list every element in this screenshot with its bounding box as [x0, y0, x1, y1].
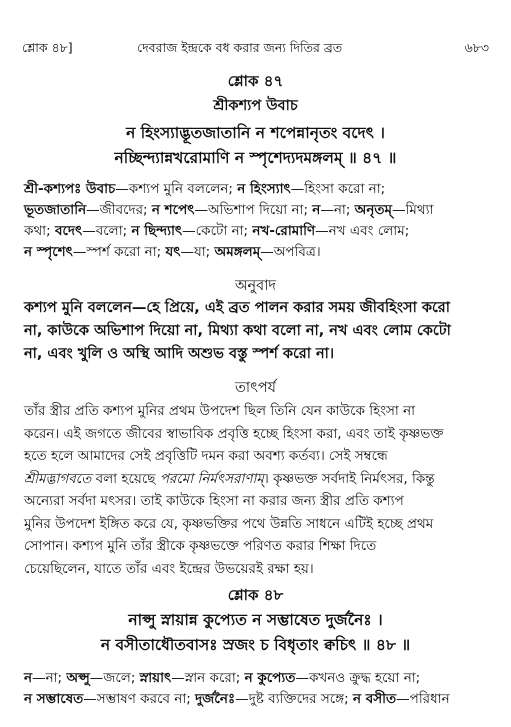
synonym-term: অমঙ্গলম্: [214, 244, 261, 260]
synonym-term: কথা;: [24, 223, 55, 239]
header-verse-ref: শ্লোক ৪৮]: [22, 40, 73, 55]
synonym-term: —না;: [32, 670, 67, 686]
purport-line: [24, 558, 489, 581]
translation-line: কশ্যপ মুনি বললেন—হে প্রিয়ে, এই ব্রত পালন করার সময় জীবহিংসা করো: [24, 300, 450, 316]
synonym-term: —মিথ্যা: [392, 202, 434, 218]
translation-text: [24, 297, 489, 366]
purport-text: [24, 400, 489, 580]
synonym-term: —অপবিত্র।: [260, 244, 321, 260]
synonym-line: [24, 689, 489, 710]
purport-line: [24, 513, 489, 536]
purport-run: মুনির উপদেশ ইঙ্গিত করে যে, কৃষ্ণভক্তির পথে উন্নতি সাধনে এটিই হচ্ছে প্রথম: [24, 515, 434, 532]
synonym-term: যৎ: [165, 244, 181, 260]
page-number: ৬৮৩: [464, 40, 489, 55]
verse-48-line-2: ন বসীতাধৌতবাসঃ স্রজং চ বিধৃতাং ক্বচিৎ ॥ ৪৮ ॥: [100, 636, 411, 654]
purport-run: চেয়েছিলেন, যাতে তাঁর এবং ইন্দ্রের উভয়েরই রক্ষা হয়।: [24, 560, 314, 577]
synonym-term: নখ-রোমাণি: [252, 223, 316, 239]
synonym-term: —কেটো না;: [182, 223, 253, 239]
purport-run: বলা হয়েছে: [91, 470, 160, 487]
synonym-term: —দুষ্ট ব্যক্তিদের সঙ্গে;: [235, 691, 353, 707]
synonym-term: ন সম্ভাষেত: [24, 691, 84, 707]
synonym-term: —সম্ভাষণ করবে না;: [83, 691, 196, 707]
translation-line: না, এবং খুলি ও অস্থি আদি অশুভ বস্তু স্পর্শ করো না।: [24, 346, 335, 362]
synonym-term: —জীবদের;: [86, 202, 152, 218]
synonym-term: —অভিশাপ দিয়ো না;: [194, 202, 313, 218]
synonyms-47: [24, 179, 489, 263]
synonym-term: —যা;: [180, 244, 215, 260]
synonym-term: ন: [312, 202, 321, 218]
purport-run: শ্রীমদ্ভাগবতে: [24, 470, 92, 487]
synonym-term: —পরিধান: [396, 691, 450, 707]
synonym-term: ভূতজাতানি: [24, 202, 87, 218]
synonym-term: —কশ্যপ মুনি বললেন;: [115, 181, 238, 197]
purport-run: সোপান। কশ্যপ মুনি তাঁর স্ত্রীকে কৃষ্ণভক্তে পরিণত করার শিক্ষা দিতে: [24, 538, 377, 554]
purport-line: [24, 535, 489, 558]
translation-line: না, কাউকে অভিশাপ দিয়ো না, মিথ্যা কথা বলো না, নখ এবং লোম কেটো: [24, 323, 451, 339]
synonym-line: [24, 221, 489, 242]
synonym-term: —কখনও ক্রুদ্ধ হয়ো না;: [295, 670, 421, 686]
synonym-line: [24, 179, 489, 200]
verse-47-speaker: শ্রীকশ্যপ উবাচ: [213, 98, 298, 114]
verse-47-label: শ্লোক ৪৭: [227, 72, 284, 90]
purport-run: । কৃষ্ণভক্ত সর্বদাই নির্মৎসর, কিন্তু: [263, 470, 435, 487]
synonym-line: [24, 668, 489, 689]
purport-line: [24, 400, 489, 423]
purport-run: অন্যেরা সর্বদা মৎসর। তাই কাউকে হিংসা না করার জন্য স্ত্রীর প্রতি কশ্যপ: [24, 493, 404, 509]
synonym-term: —না;: [320, 202, 355, 218]
synonym-term: —জলে;: [89, 670, 140, 686]
synonym-term: ন বসীত: [352, 691, 397, 707]
synonym-term: বদেৎ: [54, 223, 83, 239]
synonym-term: শ্রী-কশ্যপঃ উবাচ: [24, 181, 116, 197]
purport-line: [24, 445, 489, 468]
synonym-term: —স্নান করো;: [171, 670, 245, 686]
purport-run: পরমো নির্মৎসরাণাম্: [159, 470, 264, 487]
synonym-term: —স্পর্শ করো না;: [72, 244, 166, 260]
synonym-term: ন কুপ্যেত: [244, 670, 296, 686]
synonym-term: ন ছিন্দ্যাৎ: [131, 223, 183, 239]
running-header: [22, 38, 489, 58]
purport-run: করেন। এই জগতে জীবের স্বাভাবিক প্রবৃত্তি হচ্ছে হিংসা করা, এবং তাই কৃষ্ণভক্ত: [24, 425, 444, 442]
synonym-term: ন হিংস্যাৎ: [237, 181, 291, 197]
purport-line: [24, 490, 489, 513]
verse-48-line-1: নাপ্সু স্নায়ান্ন কুপ্যেত ন সম্ভাষেত দুর্জনৈঃ ।: [128, 611, 383, 629]
verse-47-line-2: নচ্ছিন্দ্যান্নখরোমাণি ন স্পৃশেদ্যদমঙ্গলম্ ॥ ৪৭ ॥: [114, 149, 397, 167]
synonym-term: স্নায়াৎ: [139, 670, 172, 686]
header-chapter-title: দেবরাজ ইন্দ্রকে বধ করার জন্য দিতির ব্রত: [137, 40, 343, 55]
purport-run: তাঁর স্ত্রীর প্রতি কশ্যপ মুনির প্রথম উপদেশ ছিল তিনি যেন কাউকে হিংসা না: [24, 403, 416, 419]
verse-48-label: শ্লোক ৪৮: [227, 586, 284, 604]
synonyms-48: [24, 668, 489, 710]
purport-line: [24, 468, 489, 491]
synonym-term: অনৃতম্: [354, 202, 393, 218]
synonym-term: ন: [24, 670, 33, 686]
synonym-term: ন শপেৎ: [151, 202, 195, 218]
translation-heading: অনুবাদ: [234, 278, 277, 294]
synonym-term: ন স্পৃশেৎ: [24, 244, 73, 260]
purport-run: হতে হলে আমাদের সেই প্রবৃত্তিটি দমন করা অবশ্য কর্তব্য। সেই সম্বন্ধে: [24, 448, 388, 464]
purport-heading: তাৎপর্য: [234, 380, 277, 396]
purport-line: [24, 423, 489, 446]
verse-47-line-1: ন হিংস্যাদ্ভূতজাতানি ন শপেন্নানৃতং বদেৎ ।: [126, 124, 385, 142]
synonym-term: দুর্জনৈঃ: [195, 691, 236, 707]
synonym-term: —হিংসা করো না;: [290, 181, 386, 197]
synonym-term: অপ্সু: [66, 670, 90, 686]
synonym-line: [24, 242, 489, 263]
synonym-term: —বলো;: [82, 223, 132, 239]
synonym-term: —নখ এবং লোম;: [315, 223, 410, 239]
synonym-line: [24, 200, 489, 221]
